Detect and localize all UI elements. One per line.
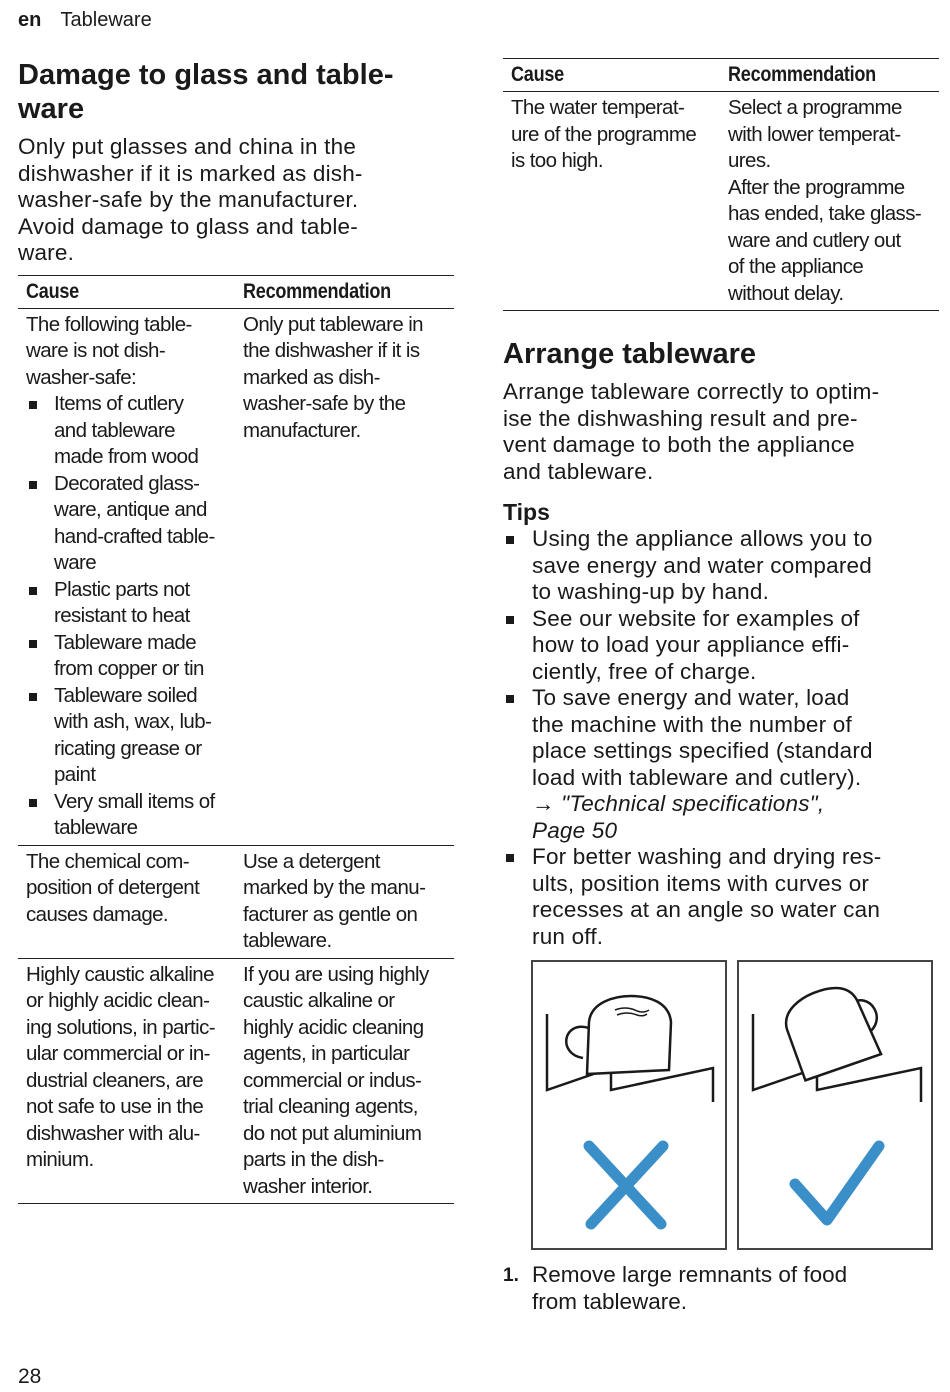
cause-cell: Highly caustic alkaline or highly acidic clean- ing solutions, in partic- ular commercial or in- dustrial cleaners, are not safe to use in the dishwasher with alu- minium. [18, 958, 235, 1204]
tip-item: For better washing and drying res- ults, position items with curves or recesses at an angle so water can run off. [503, 844, 939, 950]
step-number: 1. [503, 1265, 519, 1286]
unsafe-items-list [26, 391, 227, 842]
arrange-intro: Arrange tableware correctly to optim- ise the dishwashing result and pre- vent damage to both the appliance and tableware. [503, 379, 880, 484]
tips-list [503, 526, 939, 950]
recommendation-cell: Select a programme with lower temperat- ures. After the programme has ended, take glass- ware and cutlery out of the appliance without delay. [720, 92, 939, 311]
cup-upright-illustration [533, 962, 725, 1248]
tips-title: Tips [503, 499, 550, 525]
list-item: Tableware soiled with ash, wax, lub- ricating grease or paint [26, 683, 227, 789]
recommendation-cell: Use a detergent marked by the manu- facturer as gentle on tableware. [235, 845, 454, 958]
column-header-cause: Cause [18, 275, 235, 308]
damage-table [18, 275, 454, 1205]
page-header [18, 9, 152, 32]
list-item: Very small items of tableware [26, 789, 227, 842]
arrange-section-title: Arrange tableware [503, 338, 757, 370]
table-row [18, 308, 454, 845]
instruction-steps [503, 1262, 939, 1315]
page-number: 28 [18, 1365, 42, 1388]
column-header-recommendation: Recommendation [235, 275, 454, 308]
language-code: en [18, 9, 42, 31]
tip-item: See our website for examples of how to load your appliance effi- ciently, free of charge. [503, 606, 939, 686]
tip-item: To save energy and water, load the machine with the number of place settings specified (standard load with tableware and cutlery). → "Technical specifications", Page 50 [503, 685, 939, 844]
list-item: Plastic parts not resistant to heat [26, 577, 227, 630]
cause-cell [18, 308, 235, 845]
cup-angled-illustration [739, 962, 931, 1248]
table-row [18, 845, 454, 958]
right-column [503, 58, 939, 950]
damage-section-title: Damage to glass and table- ware [18, 59, 394, 125]
cross-icon [589, 1146, 663, 1224]
table-row [503, 92, 939, 311]
list-item: Tableware made from copper or tin [26, 630, 227, 683]
table-row [18, 958, 454, 1204]
list-item: Items of cutlery and tableware made from wood [26, 391, 227, 471]
cause-cell: The water temperat- ure of the programme is too high. [503, 92, 720, 311]
tip-item: Using the appliance allows you to save energy and water compared to washing-up by hand. [503, 526, 939, 606]
step-item: 1. Remove large remnants of food from tableware. [503, 1262, 848, 1314]
section-name: Tableware [60, 9, 152, 31]
correct-placement-panel [737, 960, 933, 1250]
damage-intro: Only put glasses and china in the dishwasher if it is marked as dish- washer-safe by the manufacturer. Avoid damage to glass and table- ware. [18, 134, 363, 265]
cause-cell: The chemical com- position of detergent causes damage. [18, 845, 235, 958]
incorrect-placement-panel [531, 960, 727, 1250]
cross-reference-link[interactable]: → "Technical specifications", Page 50 [532, 791, 825, 843]
column-header-recommendation: Recommendation [720, 59, 939, 92]
left-column [18, 58, 454, 1204]
column-header-cause: Cause [503, 59, 720, 92]
loading-illustrations [531, 960, 939, 1252]
continued-table [503, 58, 939, 311]
cause-intro: The following table- ware is not dish- washer-safe: [26, 312, 192, 389]
recommendation-cell: Only put tableware in the dishwasher if it is marked as dish- washer-safe by the manufacturer. [235, 308, 454, 845]
recommendation-cell: If you are using highly caustic alkaline or highly acidic cleaning agents, in particular commercial or indus- trial cleaning agents, do not put aluminium parts in the dish- washer interior. [235, 958, 454, 1204]
list-item: Decorated glass- ware, antique and hand-crafted table- ware [26, 471, 227, 577]
checkmark-icon [795, 1146, 879, 1220]
